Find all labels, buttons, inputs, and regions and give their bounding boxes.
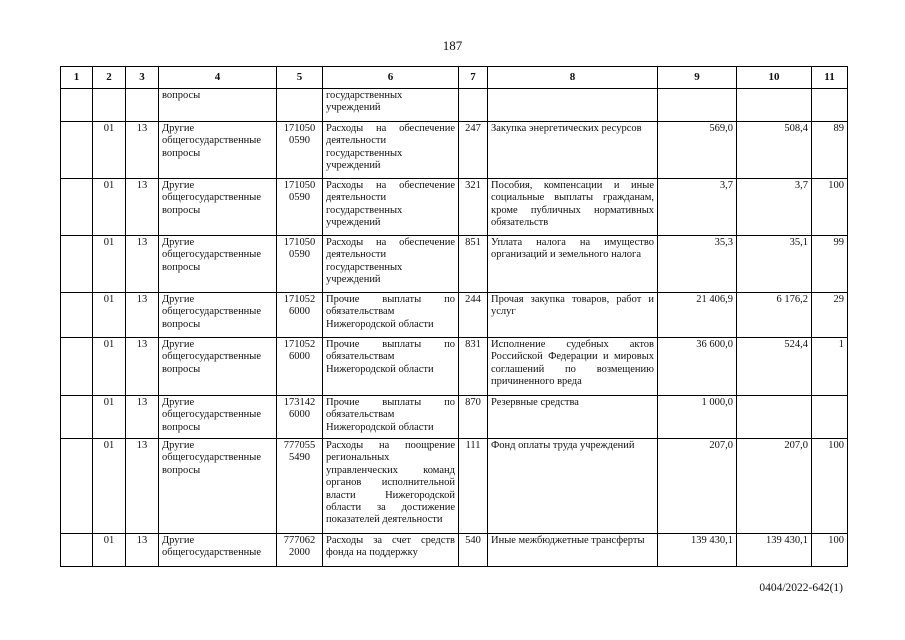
table-cell-col8: Уплата налога на имущество организаций и земельного налога <box>488 236 658 293</box>
table-cell-col5: 171050 0590 <box>277 179 323 236</box>
table-cell-col8: Резервные средства <box>488 396 658 439</box>
table-cell-col1 <box>61 534 93 567</box>
table-cell-col5: 171050 0590 <box>277 236 323 293</box>
table-row <box>61 338 848 396</box>
table-cell-col11: 100 <box>812 439 848 534</box>
table-cell-col6: Расходы на обеспечение деятельности государственных учреждений <box>323 179 459 236</box>
table-cell-col11: 89 <box>812 122 848 179</box>
table-cell-col7: 540 <box>459 534 488 567</box>
table-cell-col9: 139 430,1 <box>658 534 737 567</box>
table-cell-col2: 01 <box>93 439 126 534</box>
col-header: 2 <box>93 67 126 89</box>
table-cell-col4: Другие общегосударственные вопросы <box>159 293 277 338</box>
table-cell-col3 <box>126 89 159 122</box>
table-cell-col1 <box>61 122 93 179</box>
table-row <box>61 534 848 567</box>
col-header: 7 <box>459 67 488 89</box>
table-cell-col11: 100 <box>812 534 848 567</box>
table-cell-col9: 1 000,0 <box>658 396 737 439</box>
table-cell-col10: 207,0 <box>737 439 812 534</box>
budget-table <box>60 66 848 567</box>
table-cell-col1 <box>61 236 93 293</box>
col-header: 4 <box>159 67 277 89</box>
table-cell-col4: Другие общегосударственные вопросы <box>159 122 277 179</box>
table-cell-col2: 01 <box>93 396 126 439</box>
table-cell-col6: Расходы за счет средств фонда на поддержку <box>323 534 459 567</box>
table-cell-col10: 524,4 <box>737 338 812 396</box>
table-cell-col2: 01 <box>93 338 126 396</box>
table-cell-col6: Прочие выплаты по обязательствам Нижегородской области <box>323 396 459 439</box>
table-cell-col5: 173142 6000 <box>277 396 323 439</box>
table-cell-col11: 100 <box>812 179 848 236</box>
table-row <box>61 236 848 293</box>
table-cell-col5: 777055 5490 <box>277 439 323 534</box>
table-cell-col10: 6 176,2 <box>737 293 812 338</box>
table-cell-col2: 01 <box>93 179 126 236</box>
table-cell-col8: Прочая закупка товаров, работ и услуг <box>488 293 658 338</box>
table-cell-col5: 171052 6000 <box>277 338 323 396</box>
col-header: 1 <box>61 67 93 89</box>
table-row <box>61 122 848 179</box>
table-cell-col1 <box>61 338 93 396</box>
table-cell-col9: 36 600,0 <box>658 338 737 396</box>
table-cell-col4: Другие общегосударственные вопросы <box>159 338 277 396</box>
table-cell-col10: 35,1 <box>737 236 812 293</box>
table-cell-col9: 207,0 <box>658 439 737 534</box>
table-cell-col11: 99 <box>812 236 848 293</box>
table-cell-col6: государственных учреждений <box>323 89 459 122</box>
col-header: 6 <box>323 67 459 89</box>
page-number: 187 <box>442 38 463 53</box>
table-cell-col10: 3,7 <box>737 179 812 236</box>
table-cell-col5: 171050 0590 <box>277 122 323 179</box>
table-cell-col11: 1 <box>812 338 848 396</box>
table-cell-col3: 13 <box>126 396 159 439</box>
table-cell-col7: 831 <box>459 338 488 396</box>
table-cell-col2 <box>93 89 126 122</box>
table-row <box>61 89 848 122</box>
document-id: 0404/2022-642(1) <box>759 582 843 594</box>
table-cell-col5: 171052 6000 <box>277 293 323 338</box>
table-cell-col2: 01 <box>93 534 126 567</box>
table-cell-col6: Расходы на поощрение региональных управленческих команд органов исполнительной власти Нижегородской области за достижение показателей деятельности <box>323 439 459 534</box>
table-cell-col1 <box>61 396 93 439</box>
table-cell-col3: 13 <box>126 236 159 293</box>
table-cell-col7: 244 <box>459 293 488 338</box>
table-cell-col1 <box>61 89 93 122</box>
table-row <box>61 396 848 439</box>
table-cell-col11 <box>812 396 848 439</box>
table-cell-col8 <box>488 89 658 122</box>
col-header: 8 <box>488 67 658 89</box>
table-cell-col7: 321 <box>459 179 488 236</box>
col-header: 10 <box>737 67 812 89</box>
table-cell-col3: 13 <box>126 338 159 396</box>
col-header: 9 <box>658 67 737 89</box>
table-row <box>61 293 848 338</box>
table-cell-col8: Закупка энергетических ресурсов <box>488 122 658 179</box>
table-cell-col4: Другие общегосударственные вопросы <box>159 236 277 293</box>
table-cell-col1 <box>61 439 93 534</box>
table-cell-col4: Другие общегосударственные <box>159 534 277 567</box>
table-row <box>61 439 848 534</box>
table-cell-col9: 21 406,9 <box>658 293 737 338</box>
col-header: 3 <box>126 67 159 89</box>
header-row <box>61 67 848 89</box>
table-cell-col8: Иные межбюджетные трансферты <box>488 534 658 567</box>
table-cell-col6: Расходы на обеспечение деятельности государственных учреждений <box>323 122 459 179</box>
table-cell-col7: 851 <box>459 236 488 293</box>
table-cell-col8: Пособия, компенсации и иные социальные выплаты гражданам, кроме публичных нормативных обязательств <box>488 179 658 236</box>
table-cell-col9 <box>658 89 737 122</box>
table-cell-col9: 3,7 <box>658 179 737 236</box>
table-cell-col11: 29 <box>812 293 848 338</box>
table-cell-col3: 13 <box>126 439 159 534</box>
table-cell-col10: 139 430,1 <box>737 534 812 567</box>
table-cell-col4: вопросы <box>159 89 277 122</box>
table-cell-col3: 13 <box>126 293 159 338</box>
col-header: 11 <box>812 67 848 89</box>
table-cell-col4: Другие общегосударственные вопросы <box>159 439 277 534</box>
table-cell-col10: 508,4 <box>737 122 812 179</box>
table-cell-col9: 35,3 <box>658 236 737 293</box>
table-cell-col3: 13 <box>126 122 159 179</box>
table-cell-col11 <box>812 89 848 122</box>
table-cell-col7: 111 <box>459 439 488 534</box>
table-cell-col7: 870 <box>459 396 488 439</box>
table-cell-col2: 01 <box>93 293 126 338</box>
col-header: 5 <box>277 67 323 89</box>
table-cell-col8: Исполнение судебных актов Российской Федерации и мировых соглашений по возмещению причиненного вреда <box>488 338 658 396</box>
table-cell-col2: 01 <box>93 122 126 179</box>
table-cell-col6: Расходы на обеспечение деятельности государственных учреждений <box>323 236 459 293</box>
table-cell-col7 <box>459 89 488 122</box>
table-cell-col10 <box>737 89 812 122</box>
table-cell-col7: 247 <box>459 122 488 179</box>
table-cell-col5 <box>277 89 323 122</box>
table-cell-col2: 01 <box>93 236 126 293</box>
table-cell-col6: Прочие выплаты по обязательствам Нижегородской области <box>323 293 459 338</box>
table-cell-col3: 13 <box>126 179 159 236</box>
table-cell-col9: 569,0 <box>658 122 737 179</box>
table-cell-col4: Другие общегосударственные вопросы <box>159 396 277 439</box>
table-cell-col4: Другие общегосударственные вопросы <box>159 179 277 236</box>
table-cell-col10 <box>737 396 812 439</box>
table-cell-col8: Фонд оплаты труда учреждений <box>488 439 658 534</box>
table-cell-col1 <box>61 293 93 338</box>
table-cell-col5: 777062 2000 <box>277 534 323 567</box>
table-cell-col6: Прочие выплаты по обязательствам Нижегородской области <box>323 338 459 396</box>
table-row <box>61 179 848 236</box>
table-cell-col3: 13 <box>126 534 159 567</box>
table-cell-col1 <box>61 179 93 236</box>
